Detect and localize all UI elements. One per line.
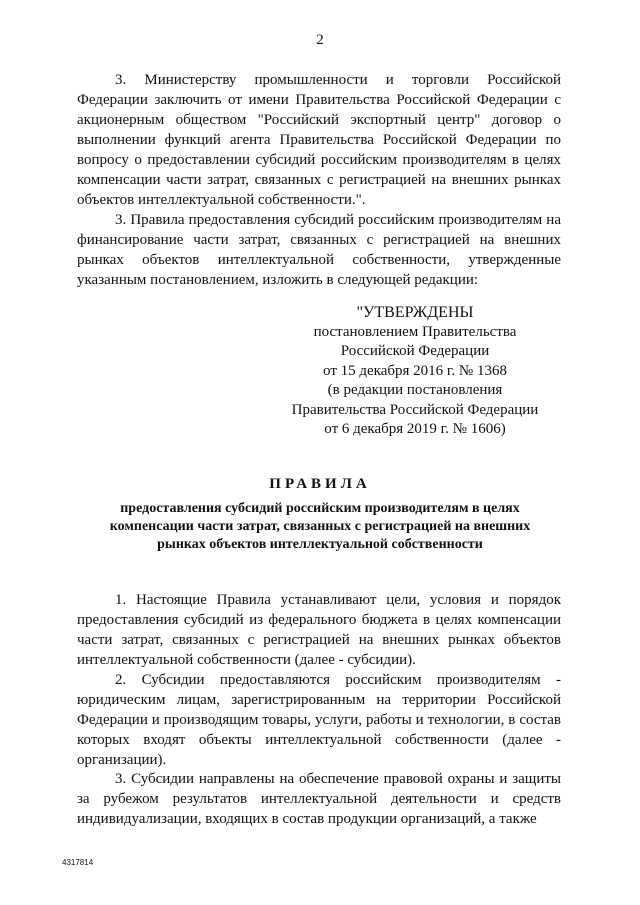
paragraph-rule-1: 1. Настоящие Правила устанавливают цели, условия и порядок предоставления субсидий из федерального бюджета в целях компенсации части затрат, связанных с регистрацией на внешних рынках объектов интеллектуальной собственности (далее - субсидии). <box>77 592 561 668</box>
approval-line: (в редакции постановления <box>327 382 503 398</box>
approval-line: Российской Федерации <box>340 343 490 359</box>
approval-line: от 15 декабря 2016 г. № 1368 <box>323 362 507 379</box>
paragraph-rule-2: 2. Субсидии предоставляются российским производителям - юридическим лицам, зарегистрированным на территории Российской Федерации и производящим товары, услуги, работы и технологии, в состав которых входят объекты интеллектуальной собственности (далее - организации). <box>77 672 561 768</box>
rules-subtitle-line: рынках объектов интеллектуальной собственности <box>157 537 483 552</box>
rules-title: ПРАВИЛА <box>269 476 371 492</box>
document-code: 4317814 <box>62 858 94 867</box>
approval-line: постановлением Правительства <box>313 323 517 340</box>
approval-block <box>290 303 540 440</box>
rules-subtitle-line: предоставления субсидий российским производителям в целях <box>120 501 520 516</box>
paragraph-ministry-agreement: 3. Министерству промышленности и торговли Российской Федерации заключить от имени Правительства Российской Федерации с акционерным обществом "Российский экспортный центр" договор о выполнении функций агента Правительства Российской Федерации по вопросу о предоставлении субсидий российским производителям в целях компенсации части затрат, связанных с регистрацией на внешних рынках объектов интеллектуальной собственности.". <box>77 72 561 208</box>
page-number: 2 <box>316 32 324 48</box>
approval-heading: "УТВЕРЖДЕНЫ <box>356 304 474 321</box>
approval-line: Правительства Российской Федерации <box>291 401 539 418</box>
rules-subtitle <box>85 500 555 554</box>
rules-subtitle-line: компенсации части затрат, связанных с регистрацией на внешних <box>109 519 531 534</box>
paragraph-rule-3: 3. Субсидии направлены на обеспечение правовой охраны и защиты за рубежом результатов интеллектуальной деятельности и средств индивидуализации, входящих в состав продукции организаций, а также <box>77 771 561 827</box>
paragraph-rules-amendment: 3. Правила предоставления субсидий российским производителям на финансирование части затрат, связанных с регистрацией на внешних рынках объектов интеллектуальной собственности, утвержденные указанным постановлением, изложить в следующей редакции: <box>77 212 561 288</box>
approval-line: от 6 декабря 2019 г. № 1606) <box>324 421 506 437</box>
